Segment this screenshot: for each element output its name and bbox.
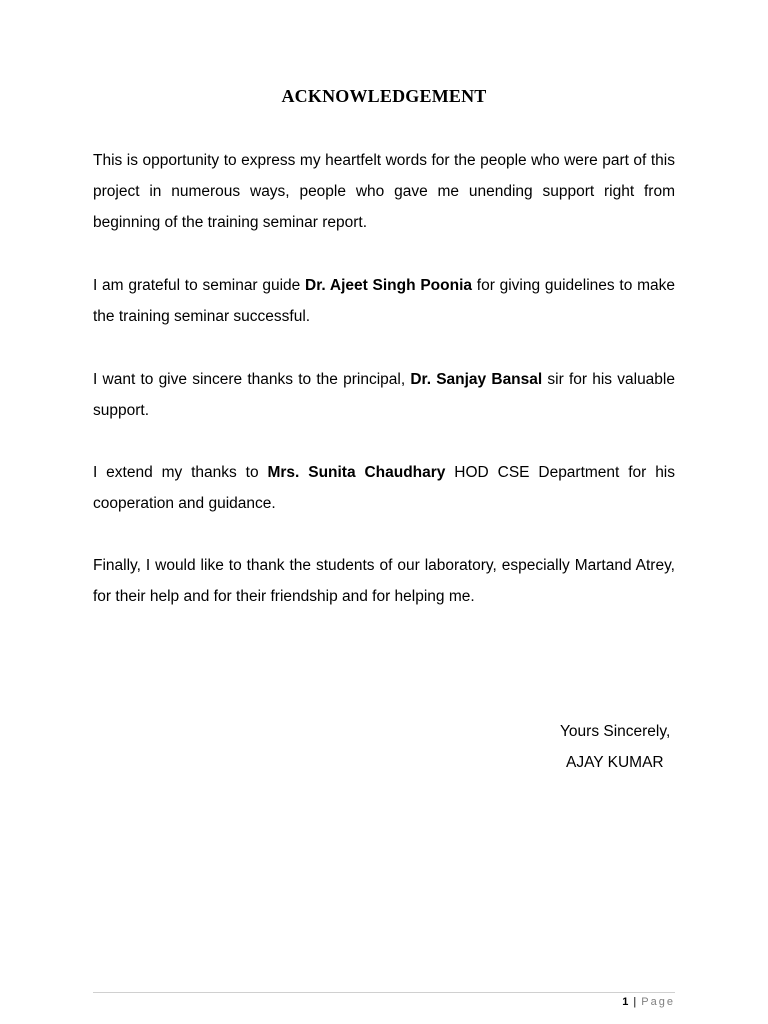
paragraph-text: I am grateful to seminar guide (93, 277, 306, 294)
paragraph-text: for giving guidelines to make the training seminar successful. (93, 277, 675, 325)
principal-name: Dr. Sanjay Bansal (410, 371, 543, 388)
footer-separator: | (633, 996, 637, 1008)
closing-salutation: Yours Sincerely, (560, 723, 671, 740)
page-footer (622, 996, 675, 1008)
paragraph-text: I extend my thanks to (93, 464, 268, 481)
paragraph-hod (93, 457, 675, 519)
footer-divider (93, 992, 675, 993)
document-title: ACKNOWLEDGEMENT (281, 86, 487, 106)
author-name: AJAY KUMAR (566, 754, 664, 771)
page-label: Page (641, 996, 675, 1008)
paragraph-text: Finally, I would like to thank the students of our laboratory, especially Martand Atrey, for their help and for their friendship and for helping me. (93, 557, 675, 605)
paragraph-students (93, 550, 675, 612)
page-number: 1 (622, 996, 629, 1008)
paragraph-principal (93, 364, 675, 426)
paragraph-text: sir for his valuable support. (93, 371, 675, 419)
hod-name: Mrs. Sunita Chaudhary (267, 464, 446, 481)
paragraph-intro (93, 145, 675, 238)
paragraph-text: I want to give sincere thanks to the principal, (93, 371, 411, 388)
guide-name: Dr. Ajeet Singh Poonia (305, 277, 473, 294)
paragraph-text: HOD CSE Department for his cooperation and guidance. (93, 464, 676, 512)
closing-block (560, 716, 670, 778)
paragraph-guide (93, 270, 675, 332)
paragraph-text: This is opportunity to express my heartfelt words for the people who were part of this project in numerous ways, people who gave me unending support right from beginning of the training seminar report. (93, 152, 675, 231)
